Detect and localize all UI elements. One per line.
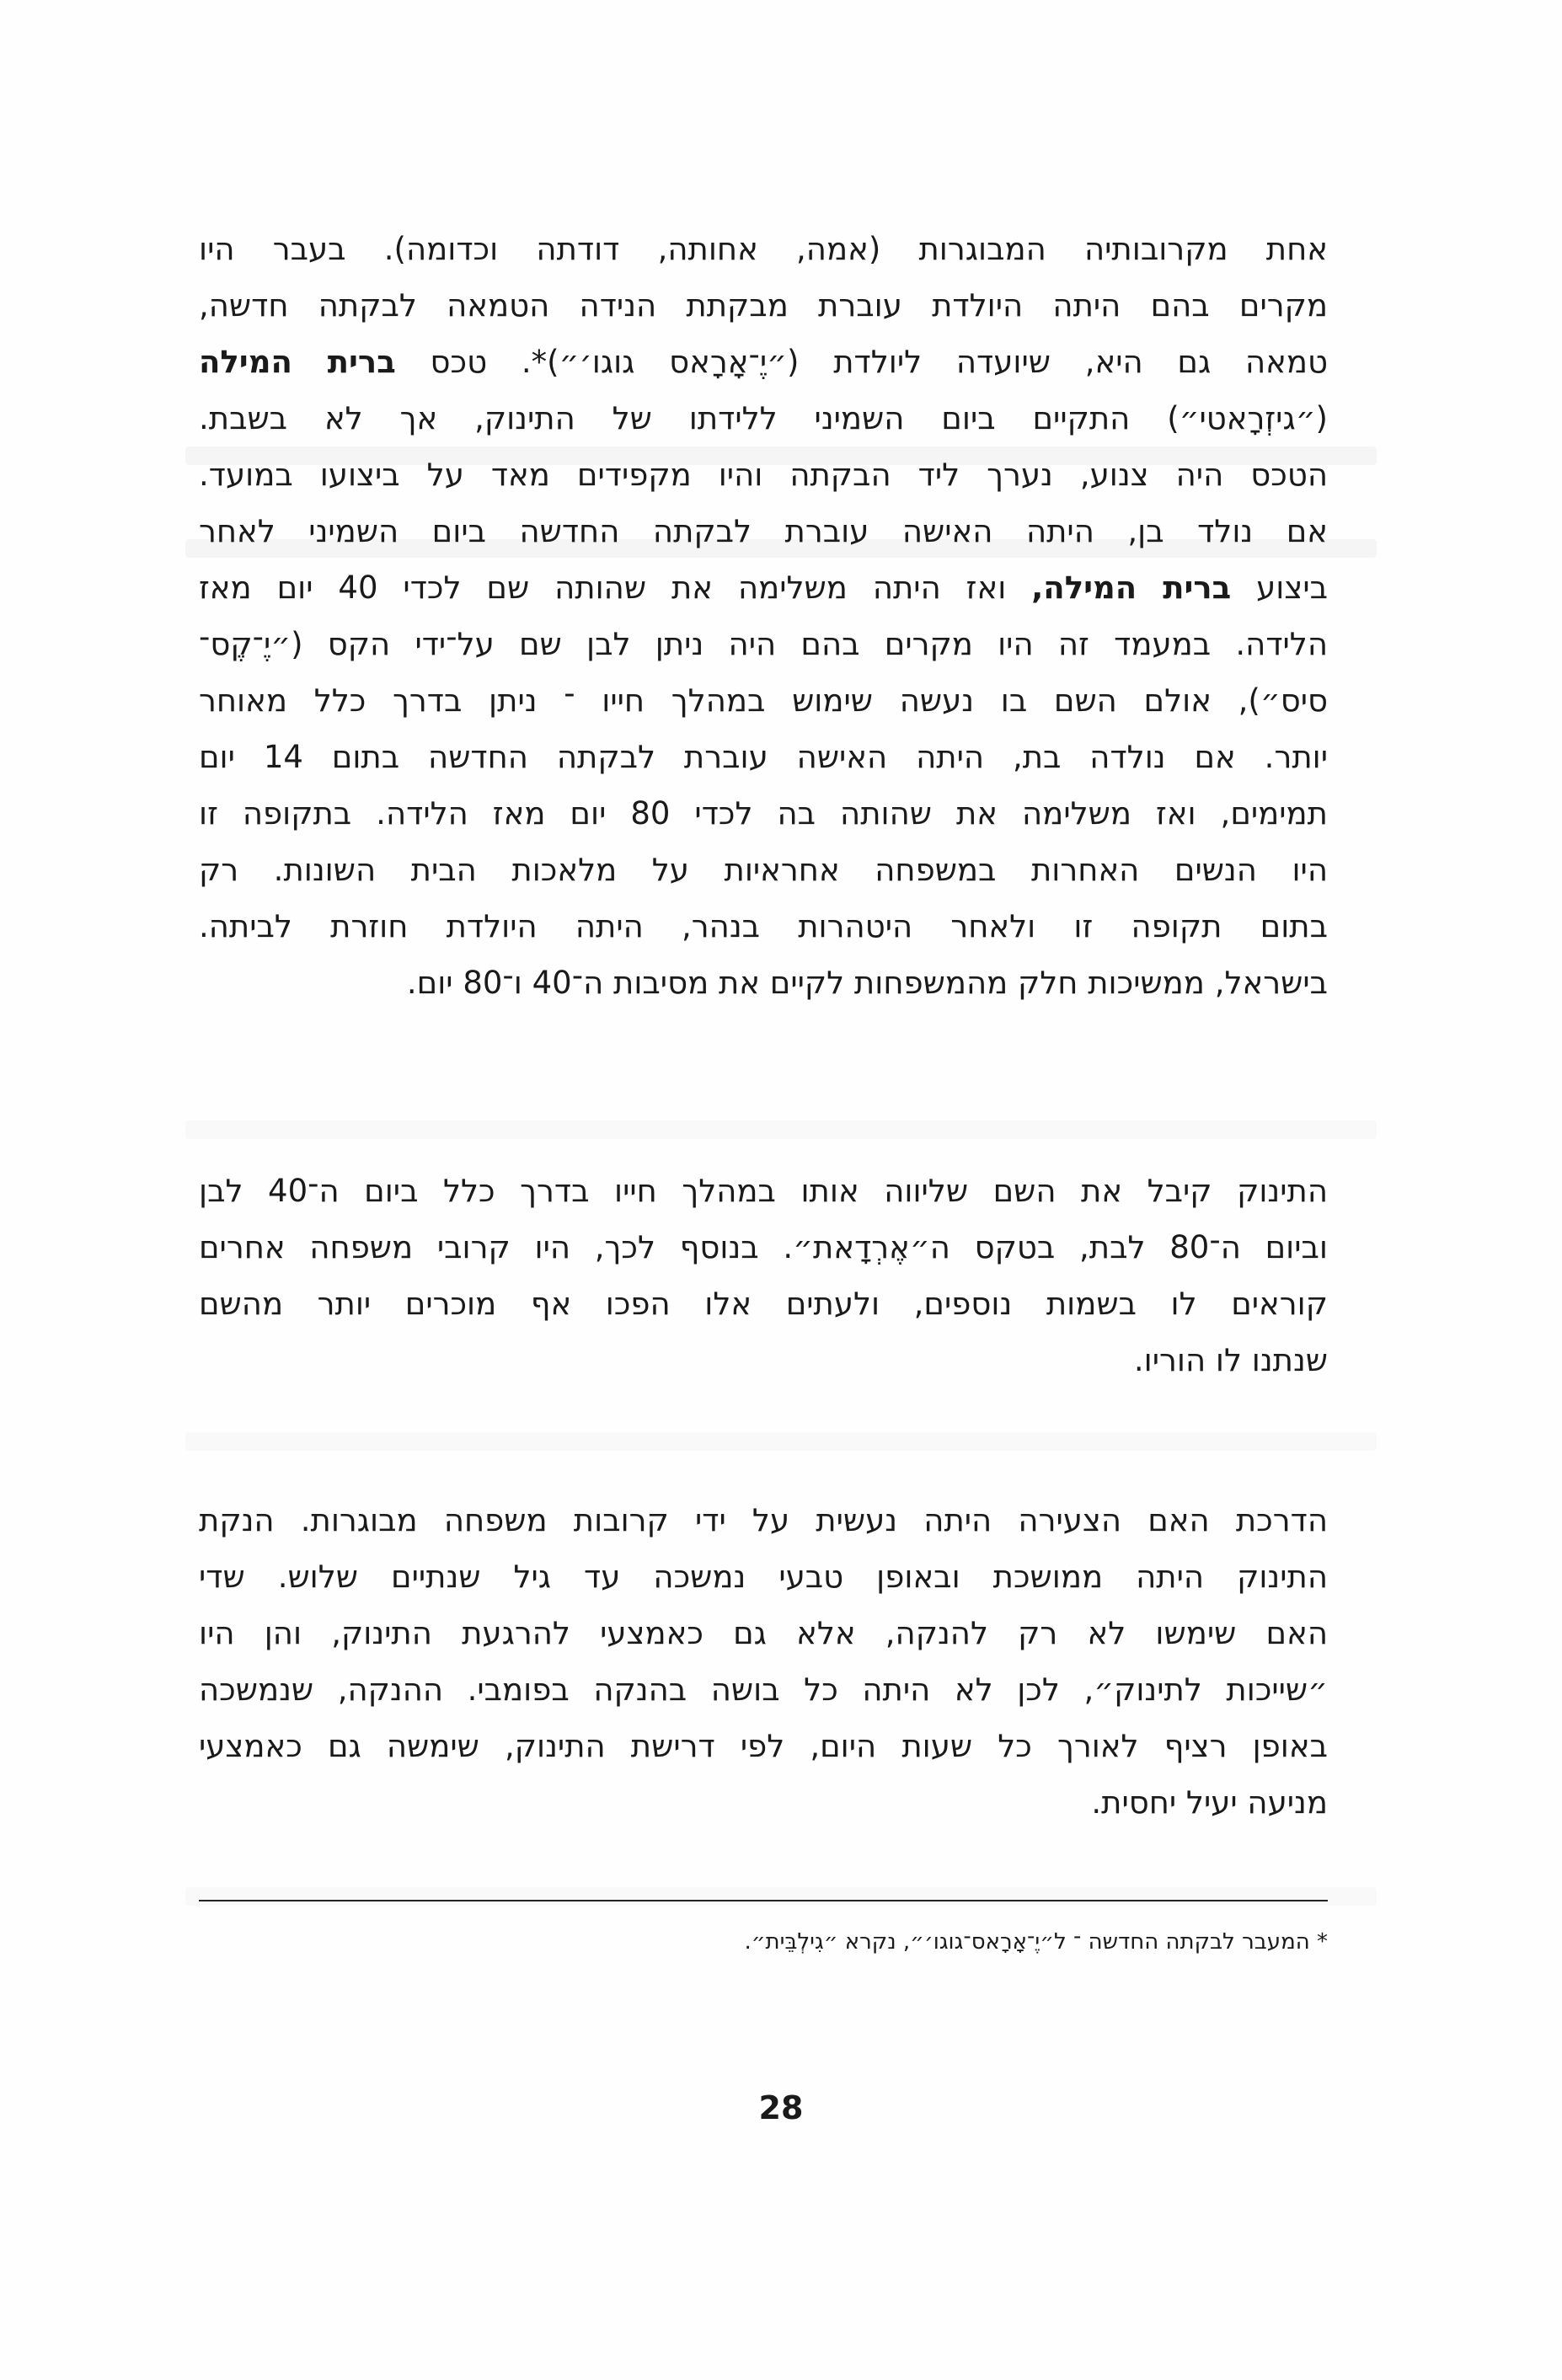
show-through-artifact [185,1120,1377,1139]
text-line: באופן רציף לאורך כל שעות היום, לפי דרישת התינוק, שימשה גם כאמצעי [199,1728,1328,1764]
text-line: בישראל, ממשיכות חלק מהמשפחות לקיים את מסיבות ה־40 ו־80 יום. [406,965,1328,1001]
show-through-artifact [185,1432,1377,1451]
footnote-divider [199,1900,1328,1901]
text-line: קוראים לו בשמות נוספים, ולעתים אלו הפכו אף מוכרים יותר מהשם [199,1286,1328,1322]
text-line [199,559,1328,616]
text-line: סיס״), אולם השם בו נעשה שימוש במהלך חייו ־ ניתן בדרך כלל מאוחר [199,682,1328,719]
text-line: בתום תקופה זו ולאחר היטהרות בנהר, היתה היולדת חוזרת לביתה. [199,908,1328,944]
text-line: אם נולד בן, היתה האישה עוברת לבקתה החדשה ביום השמיני לאחר [199,513,1328,549]
text-line: מקרים בהם היתה היולדת עוברת מבקתת הנידה הטמאה לבקתה חדשה, [199,287,1328,324]
bold-term: ברית המילה, [1031,570,1232,606]
paragraph-naming [199,1163,1328,1388]
text-segment: ביצוע [1231,570,1328,606]
text-line: היו הנשים האחרות במשפחה אחראיות על מלאכות הבית השונות. רק [199,852,1328,888]
text-line: האם שימשו לא רק להנקה, אלא גם כאמצעי להרגעת התינוק, והן היו [199,1615,1328,1651]
text-segment: ואז היתה משלימה את שהותה שם לכדי 40 יום מאז [199,570,1032,606]
footnote-marker: * [1317,1929,1328,1955]
text-line: הלידה. במעמד זה היו מקרים בהם היה ניתן לבן שם על־ידי הקס (״יֶ־קֶס־ [199,626,1328,662]
footnote-text: המעבר לבקתה החדשה ־ ל״יֶ־אָרָאס־גוגו׳״, נקרא ״גִילְבֵּית״. [744,1929,1310,1955]
page-number: 28 [758,2089,804,2126]
text-line: ״שייכות לתינוק״, לכן לא היתה כל בושה בהנקה בפומבי. ההנקה, שנמשכה [199,1671,1328,1708]
text-line: הטכס היה צנוע, נערך ליד הבקתה והיו מקפידים מאד על ביצועו במועד. [199,457,1328,493]
text-line: מניעה יעיל יחסית. [1091,1784,1328,1821]
paragraph-birth-customs [199,221,1328,1011]
footnote [199,1921,1328,1963]
text-line [199,334,1328,390]
text-line: תמימים, ואז משלימה את שהותה בה לכדי 80 יום מאז הלידה. בתקופה זו [199,795,1328,832]
text-line: (״גיזְרָאטי״) התקיים ביום השמיני ללידתו של התינוק, אך לא בשבת. [199,400,1328,436]
text-line: הדרכת האם הצעירה היתה נעשית על ידי קרובות משפחה מבוגרות. הנקת [199,1502,1328,1538]
show-through-artifact [185,1887,1377,1906]
text-segment: טמאה גם היא, שיועדה ליולדת (״יֶ־אָרָאס גוגו׳״)*. טכס [395,344,1328,380]
text-line: התינוק היתה ממושכת ובאופן טבעי נמשכה עד גיל שנתיים שלוש. שדי [199,1559,1328,1595]
text-line: שנתנו לו הוריו. [1133,1342,1328,1378]
text-line: וביום ה־80 לבת, בטקס ה״אֶרְדָאת״. בנוסף לכך, היו קרובי משפחה אחרים [199,1229,1328,1265]
paragraph-nursing [199,1492,1328,1831]
text-line: יותר. אם נולדה בת, היתה האישה עוברת לבקתה החדשה בתום 14 יום [199,739,1328,775]
text-line: התינוק קיבל את השם שליווה אותו במהלך חייו בדרך כלל ביום ה־40 לבן [199,1173,1328,1209]
bold-term: ברית המילה [199,344,396,380]
text-line: אחת מקרובותיה המבוגרות (אמה, אחותה, דודתה וכדומה). בעבר היו [199,231,1328,267]
